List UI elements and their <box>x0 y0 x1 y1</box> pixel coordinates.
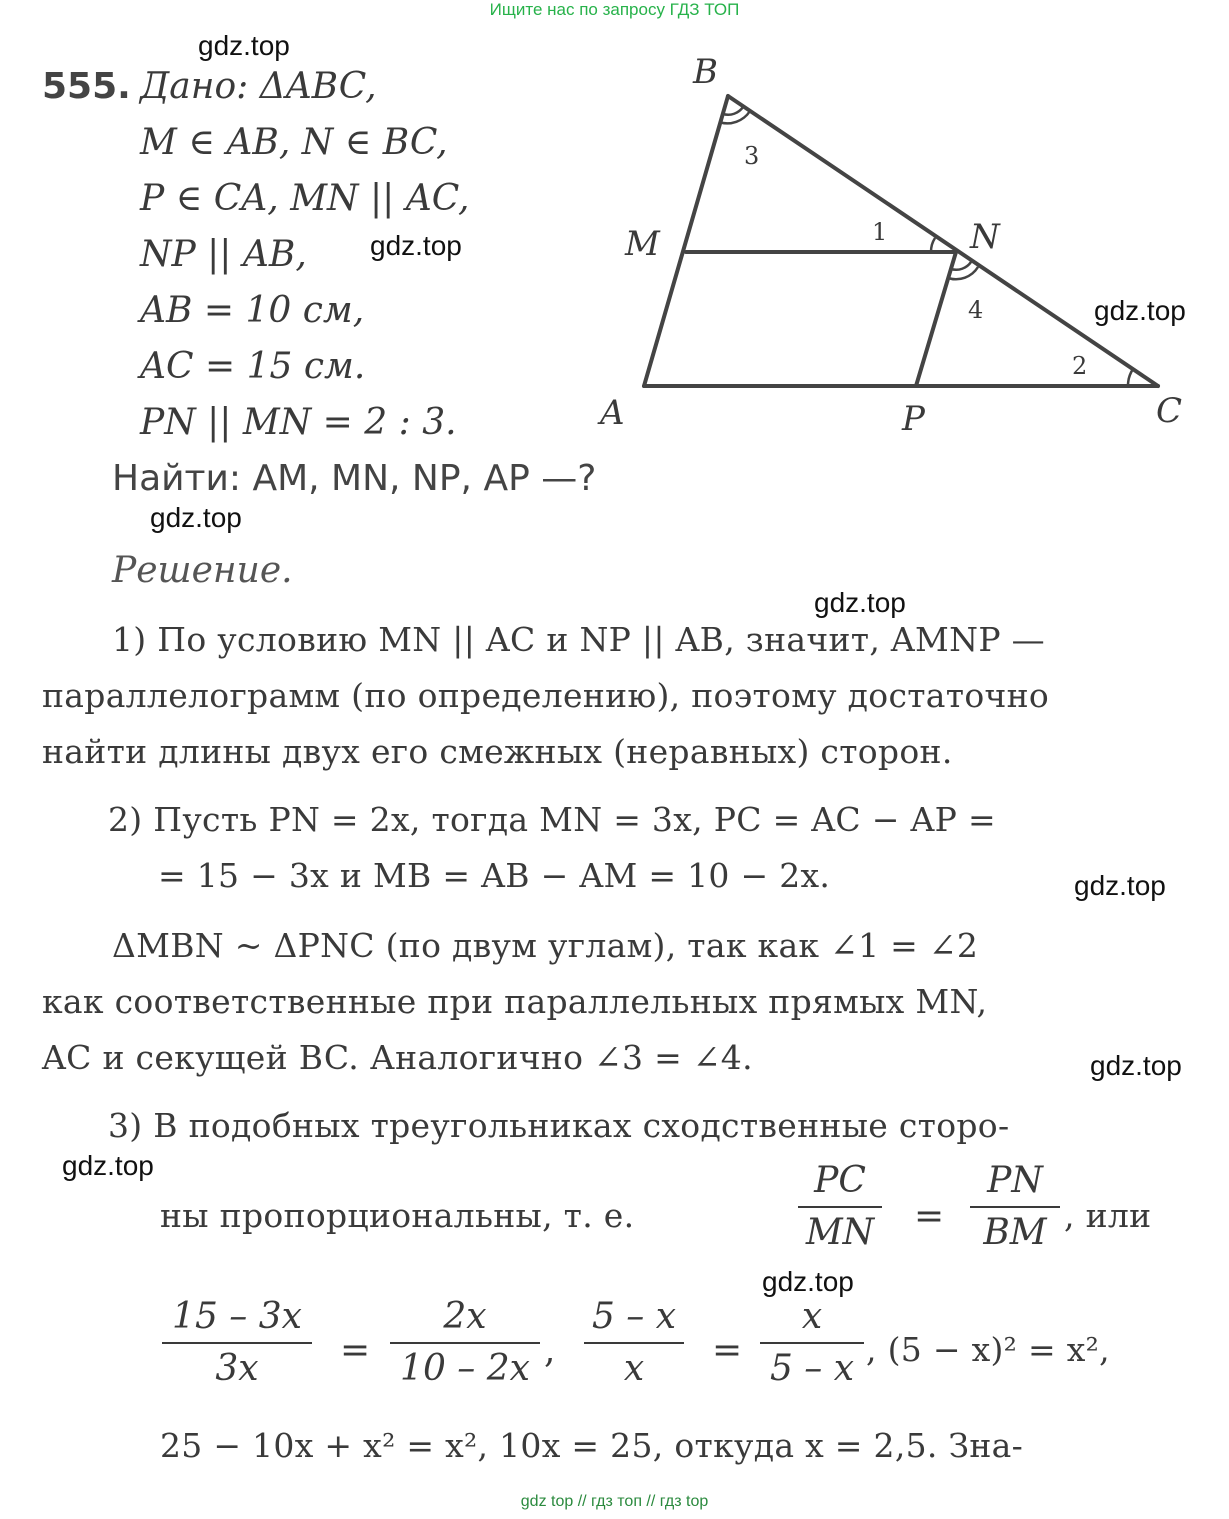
point-label: N <box>970 217 1000 257</box>
fraction-bar <box>584 1342 684 1344</box>
angle-label: 1 <box>872 218 888 246</box>
watermark: gdz.top <box>1094 295 1186 326</box>
watermark: gdz.top <box>814 587 906 618</box>
angle-label: 2 <box>1072 352 1088 380</box>
fraction-numerator: x <box>801 1296 823 1337</box>
fraction-denominator: x <box>623 1348 645 1389</box>
watermark: gdz.top <box>62 1150 154 1181</box>
watermark: gdz.top <box>762 1266 854 1297</box>
watermark: gdz.top <box>198 30 290 61</box>
side-bc <box>728 96 1158 386</box>
solution-line: найти длины двух его смежных (неравных) сторон. <box>42 732 953 771</box>
solution-line: параллелограмм (по определению), поэтому достаточно <box>42 676 1050 715</box>
solution-line: = 15 − 3x и MB = AB − AM = 10 − 2x. <box>158 856 831 895</box>
given-line: NP || AB, <box>140 234 307 275</box>
equals-sign: = <box>712 1330 743 1371</box>
solution-text: , (5 − x)² = x², <box>866 1330 1110 1369</box>
solution-line: AC и секущей BC. Аналогично ∠3 = ∠4. <box>42 1038 753 1077</box>
solution-line: ны пропорциональны, т. е. <box>160 1196 635 1235</box>
fraction-denominator: MN <box>805 1212 875 1253</box>
triangle-figure <box>580 50 1220 450</box>
solution-line: 3) В подобных треугольниках сходственные сторо- <box>108 1106 1010 1145</box>
fraction <box>760 1296 864 1390</box>
solution-line: 1) По условию MN || AC и NP || AB, значит, AMNP — <box>112 620 1045 659</box>
fraction-bar <box>162 1342 312 1344</box>
fraction-bar <box>390 1342 540 1344</box>
fraction-denominator: BM <box>983 1212 1047 1253</box>
fraction-bar <box>798 1206 882 1208</box>
point-label: P <box>902 399 925 439</box>
point-label: B <box>693 52 718 92</box>
fraction-bar <box>760 1342 864 1344</box>
segment-np <box>916 252 956 386</box>
fraction-denominator: 5 – x <box>769 1348 855 1389</box>
watermark: gdz.top <box>370 230 462 261</box>
fraction <box>162 1296 312 1390</box>
watermark: gdz.top <box>1074 870 1166 901</box>
given-line: AB = 10 см, <box>140 290 365 331</box>
fraction-denominator: 3x <box>215 1348 259 1389</box>
fraction-numerator: 5 – x <box>591 1296 677 1337</box>
solution-line: 2) Пусть PN = 2x, тогда MN = 3x, PC = AC − AP = <box>108 800 996 839</box>
top-banner[interactable]: Ищите нас по запросу ГДЗ ТОП <box>489 0 740 19</box>
point-label: C <box>1156 391 1183 431</box>
watermark: gdz.top <box>150 502 242 533</box>
fraction-numerator: PC <box>814 1160 866 1201</box>
fraction <box>584 1296 684 1390</box>
find-line: Найти: AM, MN, NP, AP —? <box>112 458 597 499</box>
angle-arc <box>931 238 935 252</box>
solution-line: 25 − 10x + x² = x², 10x = 25, откуда x = 2,5. Зна- <box>160 1426 1024 1465</box>
fraction-denominator: 10 – 2x <box>400 1348 530 1389</box>
given-line: AC = 15 см. <box>140 346 366 387</box>
comma: , <box>544 1330 556 1371</box>
footer-links[interactable]: gdz top // гдз топ // гдз top <box>520 1493 709 1510</box>
fraction-bar <box>970 1206 1060 1208</box>
given-line: Дано: ΔABC, <box>140 66 377 107</box>
solution-heading: Решение. <box>112 550 293 591</box>
angle-label: 3 <box>744 142 760 170</box>
watermark: gdz.top <box>1090 1050 1182 1081</box>
given-line: PN || MN = 2 : 3. <box>140 402 457 443</box>
fraction <box>798 1160 882 1254</box>
solution-text: , или <box>1064 1196 1152 1235</box>
given-line: P ∈ CA, MN || AC, <box>140 178 470 219</box>
solution-line: ΔMBN ~ ΔPNC (по двум углам), так как ∠1 = ∠2 <box>112 926 979 965</box>
angle-label: 4 <box>968 296 984 324</box>
fraction-numerator: 2x <box>443 1296 487 1337</box>
given-line: M ∈ AB, N ∈ BC, <box>140 122 448 163</box>
fraction-numerator: PN <box>987 1160 1043 1201</box>
fraction <box>970 1160 1060 1254</box>
fraction <box>390 1296 540 1390</box>
fraction-numerator: 15 – 3x <box>172 1296 302 1337</box>
point-label: A <box>600 393 625 433</box>
solution-line: как соответственные при параллельных прямых MN, <box>42 982 988 1021</box>
equals-sign: = <box>914 1196 945 1237</box>
point-label: M <box>625 224 660 264</box>
problem-number: 555. <box>42 66 131 107</box>
equals-sign: = <box>340 1330 371 1371</box>
angle-arc <box>1128 369 1133 386</box>
